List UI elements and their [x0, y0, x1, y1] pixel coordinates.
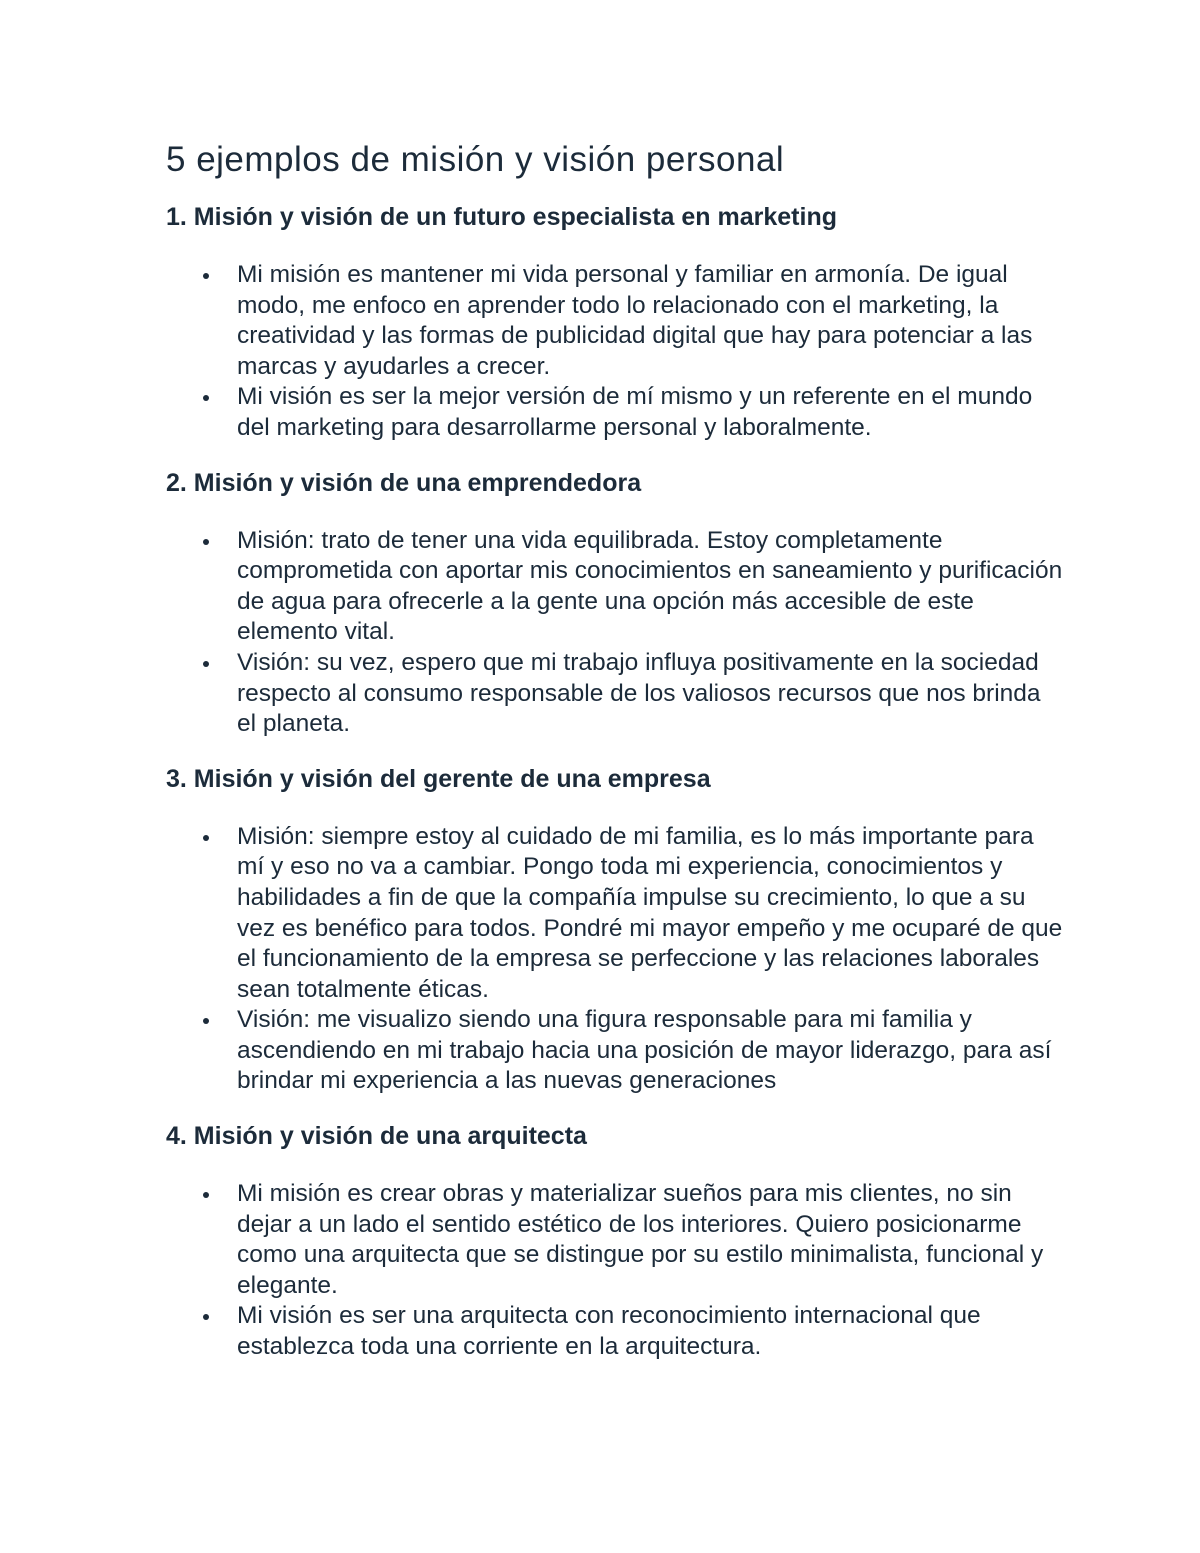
bullet-dot-icon [203, 1314, 209, 1320]
bullet-dot-icon [203, 661, 209, 667]
bullet-item [166, 1005, 1066, 1097]
bullet-dot-icon [203, 1018, 209, 1024]
bullet-list [166, 1179, 1066, 1363]
bullet-text: Misión: siempre estoy al cuidado de mi familia, es lo más importante para mí y eso no va a cambiar. Pongo toda mi experiencia, conocimientos y habilidades a fin de que la compañía impulse su crecimiento, lo que a su vez es benéfico para todos. Pondré mi mayor empeño y me ocuparé de que el funcionamiento de la empresa se perfeccione y las relaciones laborales sean totalmente éticas. [237, 822, 1063, 1003]
document-title: 5 ejemplos de misión y visión personal [166, 140, 785, 179]
section-heading: 2. Misión y visión de una emprendedora [166, 468, 642, 497]
bullet-item [166, 382, 1066, 443]
bullet-item [166, 526, 1066, 648]
bullet-dot-icon [203, 1192, 209, 1198]
bullet-text: Visión: su vez, espero que mi trabajo influya positivamente en la sociedad respecto al consumo responsable de los valiosos recursos que nos brinda el planeta. [237, 648, 1041, 738]
bullet-text: Misión: trato de tener una vida equilibrada. Estoy completamente comprometida con aportar mis conocimientos en saneamiento y purificación de agua para ofrecerle a la gente una opción más accesible de este elemento vital. [237, 526, 1063, 646]
bullet-text: Mi misión es crear obras y materializar sueños para mis clientes, no sin dejar a un lado el sentido estético de los interiores. Quiero posicionarme como una arquitecta que se distingue por su estilo minimalista, funcional y elegante. [237, 1180, 1044, 1299]
bullet-dot-icon [203, 273, 209, 279]
bullet-dot-icon [203, 835, 209, 841]
section-heading: 3. Misión y visión del gerente de una empresa [166, 764, 711, 793]
document-body [166, 138, 1066, 1386]
bullet-list [166, 260, 1066, 444]
section-heading: 1. Misión y visión de un futuro especialista en marketing [166, 203, 837, 231]
bullet-item [166, 648, 1066, 740]
bullet-list [166, 526, 1066, 740]
section-architect [166, 1120, 1066, 1363]
bullet-text: Mi visión es ser una arquitecta con reconocimiento internacional que establezca toda una corriente en la arquitectura. [237, 1302, 981, 1361]
bullet-text: Mi misión es mantener mi vida personal y familiar en armonía. De igual modo, me enfoco en aprender todo lo relacionado con el marketing, la creatividad y las formas de publicidad digital que hay para potenciar a las marcas y ayudarles a crecer. [237, 261, 1033, 380]
section-company-manager [166, 763, 1066, 1097]
bullet-item [166, 1179, 1066, 1301]
section-heading: 4. Misión y visión de una arquitecta [166, 1122, 587, 1151]
bullet-item [166, 260, 1066, 382]
bullet-item [166, 822, 1066, 1006]
bullet-list [166, 822, 1066, 1097]
bullet-text: Mi visión es ser la mejor versión de mí mismo y un referente en el mundo del marketing para desarrollarme personal y laboralmente. [237, 383, 1033, 441]
bullet-dot-icon [203, 395, 209, 401]
section-marketing-specialist [166, 201, 1066, 444]
bullet-item [166, 1301, 1066, 1362]
bullet-dot-icon [203, 539, 209, 545]
section-entrepreneur [166, 467, 1066, 740]
bullet-text: Visión: me visualizo siendo una figura responsable para mi familia y ascendiendo en mi trabajo hacia una posición de mayor liderazgo, para así brindar mi experiencia a las nuevas generaciones [237, 1006, 1052, 1095]
